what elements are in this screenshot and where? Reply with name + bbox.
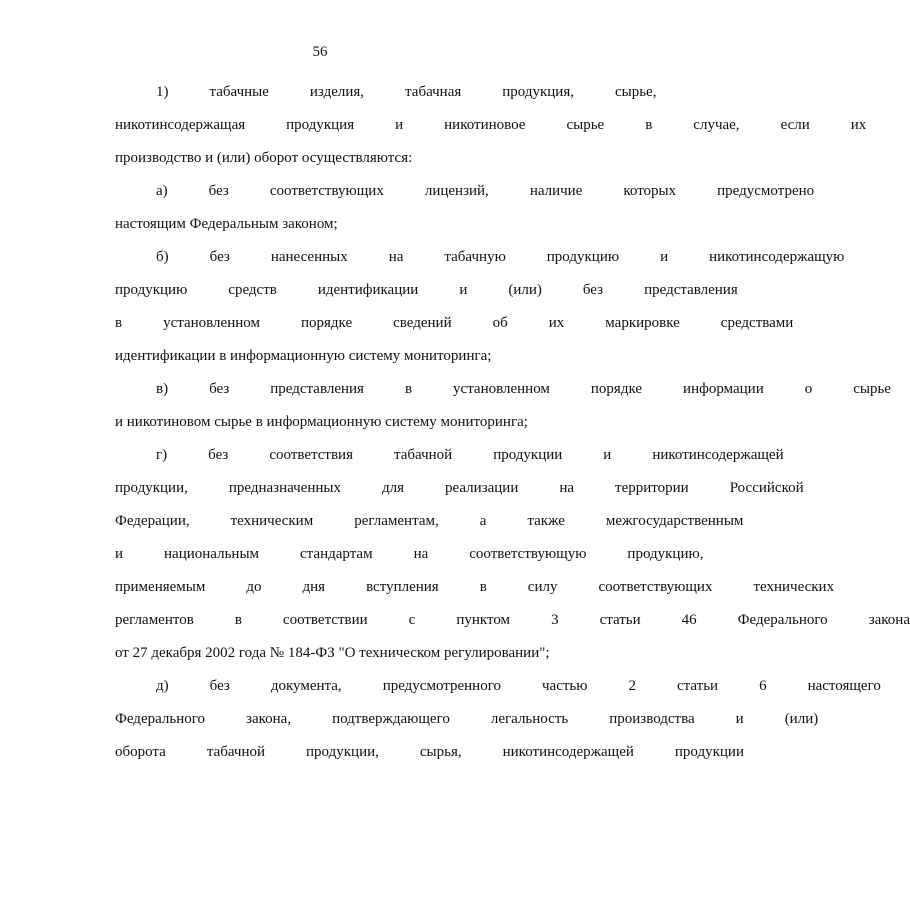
- line-text: [74, 109, 867, 142]
- word: нанесенных: [270, 249, 348, 265]
- line-text: [115, 670, 881, 703]
- text-line: [74, 571, 835, 604]
- word: их: [850, 117, 867, 133]
- paragraph-g: [74, 439, 910, 670]
- line-text: настоящим Федеральным законом;: [115, 216, 338, 232]
- word: без: [582, 282, 604, 298]
- word: соответствующих: [269, 183, 384, 199]
- text-line: [74, 274, 738, 307]
- line-text: [74, 505, 744, 538]
- word: продукцию: [546, 249, 620, 265]
- word: сырья,: [419, 744, 462, 760]
- word: лицензий,: [424, 183, 489, 199]
- word: без: [209, 678, 230, 694]
- page-number: 56: [312, 44, 328, 60]
- word: частью: [542, 678, 588, 694]
- word: если: [780, 117, 810, 133]
- word: настоящего: [807, 678, 881, 694]
- word: и: [395, 117, 404, 133]
- word: в: [404, 381, 413, 397]
- word: продукция,: [502, 84, 574, 100]
- word: статьи: [599, 612, 641, 628]
- word: (или): [508, 282, 542, 298]
- word: оборота: [115, 744, 166, 760]
- text-line: [74, 670, 881, 703]
- word: продукции,: [115, 480, 188, 496]
- word: табачной: [394, 447, 453, 463]
- word: и: [735, 711, 744, 727]
- word: территории: [615, 480, 689, 496]
- word: никотиновое: [444, 117, 526, 133]
- word: их: [548, 315, 565, 331]
- word: установленном: [453, 381, 550, 397]
- word: в: [234, 612, 242, 628]
- line-text: [74, 571, 835, 604]
- word: продукции: [674, 744, 744, 760]
- paragraph-d: [74, 670, 881, 769]
- line-text: [115, 175, 815, 208]
- word: сырье: [566, 117, 605, 133]
- word: сведений: [393, 315, 452, 331]
- line-text: [74, 736, 744, 769]
- text-line: [74, 109, 867, 142]
- word: табачная: [405, 84, 462, 100]
- text-line: [74, 406, 563, 439]
- text-line: [74, 340, 563, 373]
- word: соответствии: [282, 612, 368, 628]
- word: идентификации: [317, 282, 419, 298]
- word: применяемым: [115, 579, 206, 595]
- word: табачную: [444, 249, 506, 265]
- word: и: [115, 546, 124, 562]
- word: без: [208, 183, 229, 199]
- line-text: [115, 76, 657, 109]
- word: порядке: [590, 381, 643, 397]
- text-line: [74, 208, 563, 241]
- word: представления: [644, 282, 738, 298]
- word: никотинсодержащей: [502, 744, 634, 760]
- word: установленном: [163, 315, 260, 331]
- word: порядке: [300, 315, 353, 331]
- word: до: [246, 579, 262, 595]
- word: представления: [270, 381, 364, 397]
- line-text: идентификации в информационную систему мониторинга;: [115, 348, 492, 364]
- word: средствами: [720, 315, 794, 331]
- word: закона,: [246, 711, 292, 727]
- word: регламентов: [115, 612, 194, 628]
- line-text: [74, 472, 804, 505]
- text-line: [74, 472, 804, 505]
- word: производства: [609, 711, 695, 727]
- word: об: [492, 315, 508, 331]
- word: 3: [551, 612, 559, 628]
- text-line: [74, 703, 819, 736]
- word: а: [479, 513, 487, 529]
- text-line: [74, 637, 563, 670]
- text-line: [74, 373, 891, 406]
- line-text: и никотиновом сырье в информационную систему мониторинга;: [115, 414, 528, 430]
- word: в: [645, 117, 653, 133]
- word: без: [208, 447, 229, 463]
- word: Российской: [729, 480, 804, 496]
- word: регламентам,: [354, 513, 439, 529]
- word: дня: [302, 579, 326, 595]
- line-text: [74, 604, 910, 637]
- word: о: [804, 381, 813, 397]
- word: предусмотренного: [382, 678, 501, 694]
- word: б): [156, 249, 169, 265]
- word: закона: [868, 612, 910, 628]
- word: соответствующую: [469, 546, 587, 562]
- text-line: [74, 175, 815, 208]
- word: предназначенных: [228, 480, 342, 496]
- word: 46: [681, 612, 697, 628]
- word: продукцию,: [627, 546, 704, 562]
- word: Федерации,: [115, 513, 190, 529]
- paragraph-a: [74, 175, 815, 241]
- word: стандартам: [300, 546, 373, 562]
- word: вступления: [366, 579, 439, 595]
- word: без: [209, 381, 230, 397]
- word: техническим: [230, 513, 314, 529]
- word: продукции,: [306, 744, 379, 760]
- word: 6: [759, 678, 767, 694]
- document-body: [74, 76, 910, 769]
- line-text: [115, 439, 784, 472]
- line-text: [74, 307, 794, 340]
- word: Федерального: [737, 612, 828, 628]
- word: технических: [753, 579, 835, 595]
- word: и: [459, 282, 468, 298]
- text-line: [74, 76, 657, 109]
- word: и: [660, 249, 669, 265]
- word: на: [413, 546, 429, 562]
- word: сырье,: [614, 84, 657, 100]
- paragraph-b: [74, 241, 845, 373]
- word: 1): [156, 84, 169, 100]
- line-text: от 27 декабря 2002 года № 184-ФЗ "О техническом регулировании";: [115, 645, 550, 661]
- word: также: [527, 513, 565, 529]
- word: (или): [784, 711, 819, 727]
- word: соответствия: [269, 447, 353, 463]
- word: в): [156, 381, 169, 397]
- word: в: [479, 579, 487, 595]
- word: на: [388, 249, 404, 265]
- paragraph-v: [74, 373, 891, 439]
- text-line: [74, 439, 784, 472]
- line-text: производство и (или) оборот осуществляются:: [115, 150, 413, 166]
- word: которых: [623, 183, 677, 199]
- word: сырье: [853, 381, 891, 397]
- word: средств: [228, 282, 277, 298]
- word: соответствующих: [598, 579, 713, 595]
- word: пунктом: [456, 612, 511, 628]
- word: табачной: [206, 744, 266, 760]
- word: продукция: [286, 117, 355, 133]
- text-line: [74, 142, 563, 175]
- word: 2: [628, 678, 636, 694]
- word: на: [559, 480, 575, 496]
- word: наличие: [529, 183, 583, 199]
- word: реализации: [445, 480, 519, 496]
- word: документа,: [270, 678, 342, 694]
- word: а): [156, 183, 168, 199]
- line-text: [115, 373, 891, 406]
- line-text: [74, 703, 819, 736]
- word: никотинсодержащая: [115, 117, 246, 133]
- line-text: [115, 241, 845, 274]
- paragraph-1: [74, 76, 867, 175]
- text-line: [74, 307, 794, 340]
- text-line: [74, 604, 910, 637]
- word: никотинсодержащую: [709, 249, 845, 265]
- word: в: [115, 315, 123, 331]
- text-line: [74, 736, 744, 769]
- word: изделия,: [309, 84, 365, 100]
- word: статьи: [676, 678, 719, 694]
- text-line: [74, 241, 845, 274]
- word: силу: [527, 579, 558, 595]
- word: с: [408, 612, 416, 628]
- word: информации: [683, 381, 764, 397]
- word: предусмотрено: [717, 183, 815, 199]
- word: продукции: [493, 447, 563, 463]
- word: межгосударственным: [605, 513, 744, 529]
- word: продукцию: [115, 282, 188, 298]
- word: и: [603, 447, 612, 463]
- word: национальным: [164, 546, 260, 562]
- word: для: [382, 480, 405, 496]
- text-line: [74, 505, 744, 538]
- line-text: [74, 274, 738, 307]
- word: случае,: [693, 117, 740, 133]
- word: маркировке: [605, 315, 680, 331]
- line-text: [74, 538, 704, 571]
- word: легальность: [490, 711, 569, 727]
- word: г): [156, 447, 168, 463]
- text-line: [74, 538, 704, 571]
- word: Федерального: [115, 711, 206, 727]
- word: д): [156, 678, 169, 694]
- word: никотинсодержащей: [652, 447, 784, 463]
- word: табачные: [209, 84, 269, 100]
- word: подтверждающего: [332, 711, 450, 727]
- word: без: [209, 249, 230, 265]
